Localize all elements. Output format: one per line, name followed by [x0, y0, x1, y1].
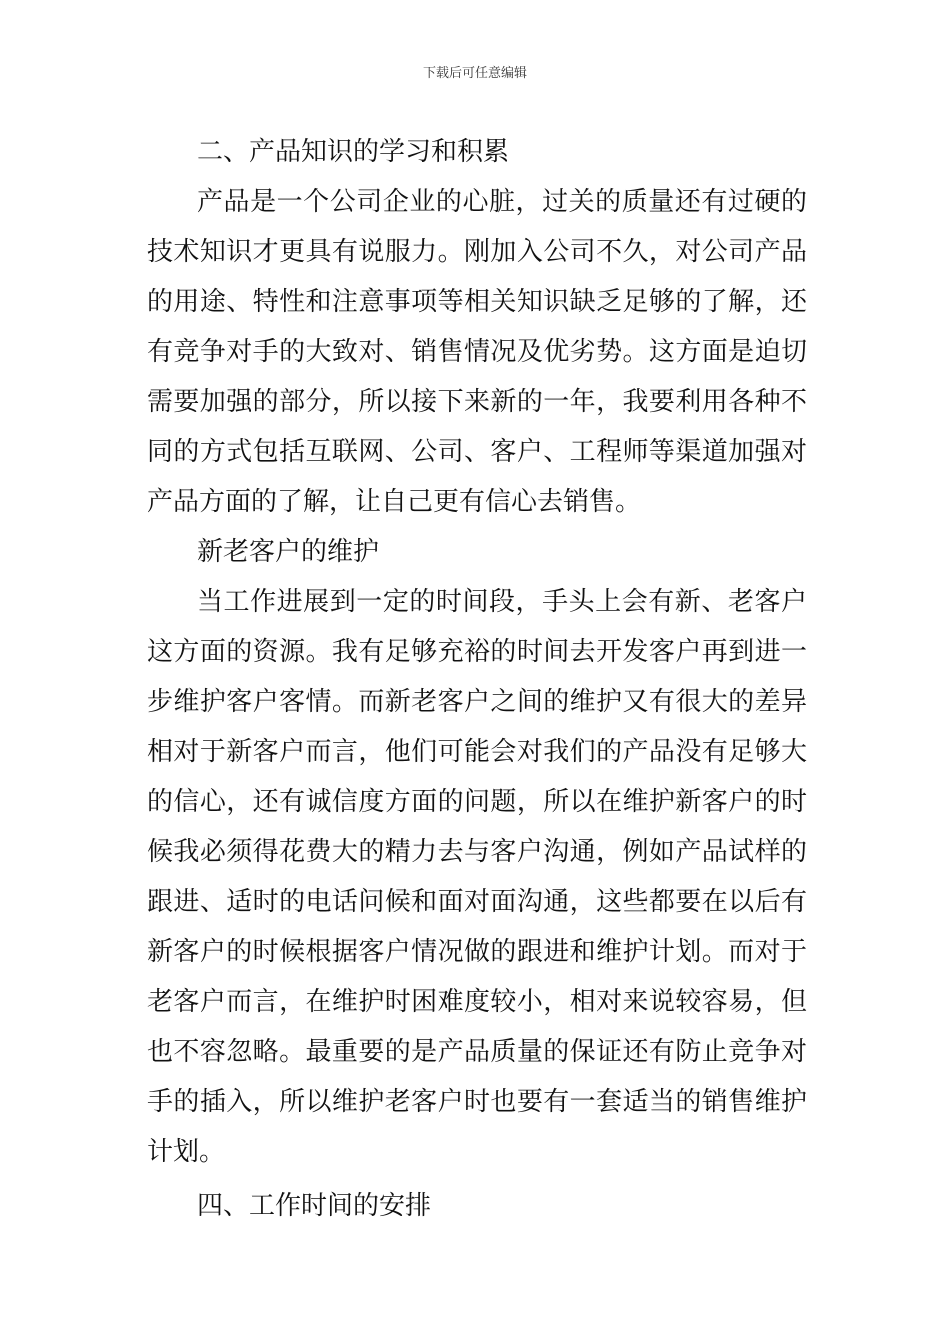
paragraph-line: 手的插入，所以维护老客户时也要有一套适当的销售维护 [147, 1087, 807, 1117]
paragraph-line: 相对于新客户而言，他们可能会对我们的产品没有足够大 [147, 737, 807, 767]
paragraph-line: 的用途、特性和注意事项等相关知识缺乏足够的了解，还 [147, 287, 807, 317]
paragraph-line: 技术知识才更具有说服力。刚加入公司不久，对公司产品 [147, 237, 807, 267]
document-body [147, 127, 807, 1231]
paragraph-line: 需要加强的部分，所以接下来新的一年，我要利用各种不 [147, 387, 807, 417]
paragraph-line: 候我必须得花费大的精力去与客户沟通，例如产品试样的 [147, 837, 807, 867]
paragraph-line: 这方面的资源。我有足够充裕的时间去开发客户再到进一 [147, 637, 807, 667]
section-heading-work-schedule: 四、工作时间的安排 [197, 1191, 432, 1221]
page-header: 下载后可任意编辑 [422, 66, 527, 81]
paragraph-line: 老客户而言，在维护时困难度较小，相对来说较容易，但 [147, 987, 807, 1017]
paragraph-line: 当工作进展到一定的时间段，手头上会有新、老客户 [197, 587, 807, 617]
paragraph-line: 跟进、适时的电话问候和面对面沟通，这些都要在以后有 [147, 887, 807, 917]
paragraph-line: 计划。 [147, 1137, 226, 1167]
paragraph-line: 产品是一个公司企业的心脏，过关的质量还有过硬的 [197, 187, 807, 217]
paragraph-product-knowledge [147, 177, 807, 527]
paragraph-line: 步维护客户客情。而新老客户之间的维护又有很大的差异 [147, 687, 807, 717]
section-heading-product-knowledge: 二、产品知识的学习和积累 [197, 137, 510, 167]
section-heading-customer-maintenance: 新老客户的维护 [197, 537, 380, 567]
paragraph-customer-maintenance [147, 577, 807, 1177]
paragraph-line: 有竞争对手的大致对、销售情况及优劣势。这方面是迫切 [147, 337, 807, 367]
paragraph-line: 同的方式包括互联网、公司、客户、工程师等渠道加强对 [147, 437, 807, 467]
paragraph-line: 也不容忽略。最重要的是产品质量的保证还有防止竞争对 [147, 1037, 807, 1067]
paragraph-line: 新客户的时候根据客户情况做的跟进和维护计划。而对于 [147, 937, 807, 967]
paragraph-line: 产品方面的了解，让自己更有信心去销售。 [147, 487, 642, 517]
paragraph-line: 的信心，还有诚信度方面的问题，所以在维护新客户的时 [147, 787, 807, 817]
